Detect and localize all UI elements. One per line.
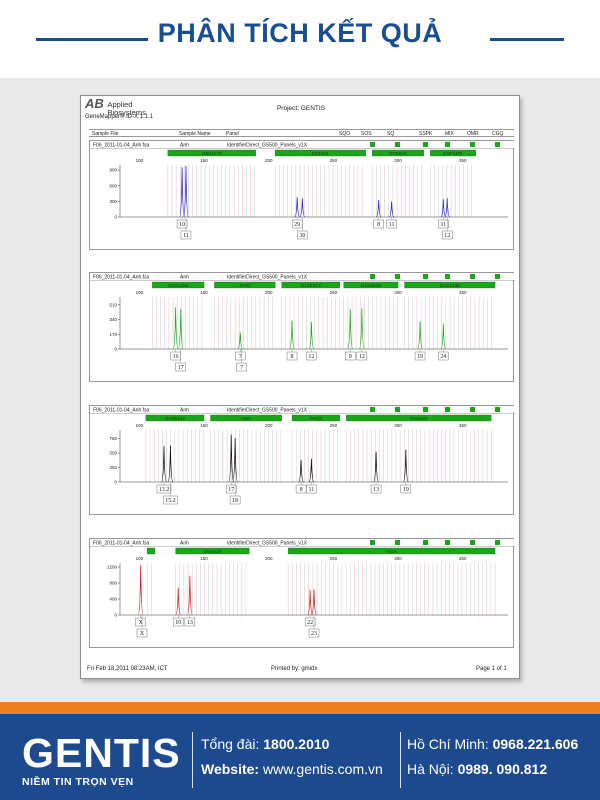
y-tick-label: 1200 — [106, 564, 117, 570]
allele-label: 29 — [294, 222, 301, 229]
allele-label: 13 — [186, 620, 193, 627]
bp-tick-label: 100 — [135, 158, 144, 163]
website-label: Website: — [201, 761, 260, 777]
allele-peak — [374, 452, 379, 482]
allele-label: X — [138, 620, 143, 627]
electropherogram-panel-2 — [89, 272, 514, 382]
marker-label: D19S433 — [164, 417, 185, 422]
quality-flag-1 — [395, 142, 400, 147]
genemapper-report — [80, 95, 520, 679]
marker-label: FGA — [386, 550, 397, 555]
quality-flag-4 — [470, 407, 475, 412]
slogan: NIỀM TIN TRỌN VẸN — [22, 776, 134, 788]
panel-sample-name: Anh — [180, 407, 189, 414]
allele-label: 17 — [177, 365, 184, 372]
hcm-phone[interactable]: 0968.221.606 — [492, 736, 579, 752]
panel-sample-file: F06_2011-01-04_Anh.fsa — [93, 142, 150, 149]
y-tick-label: 250 — [109, 465, 117, 471]
marker-bar-0 — [147, 548, 155, 554]
allele-peak — [168, 446, 173, 482]
col-sos: SOS — [361, 131, 372, 137]
marker-label: D3S1358 — [168, 284, 189, 289]
quality-flag-4 — [470, 274, 475, 279]
allele-peak — [233, 438, 238, 482]
allele-label: 10 — [175, 620, 182, 627]
allele-peak — [445, 198, 450, 217]
allele-label: 12 — [444, 233, 451, 240]
bp-tick-label: 150 — [200, 556, 208, 561]
allele-peak — [389, 201, 394, 217]
allele-peak — [312, 589, 317, 615]
project-title: Project: GENTIS — [276, 105, 326, 112]
quality-flag-3 — [445, 407, 450, 412]
bp-tick-label: 200 — [264, 556, 273, 561]
marker-label: TH01 — [238, 284, 251, 289]
allele-label: 16 — [172, 354, 179, 361]
hcm-label: Hồ Chí Minh: — [407, 736, 489, 752]
quality-flag-1 — [395, 540, 400, 545]
allele-label: 9 — [348, 354, 352, 361]
allele-label: X — [139, 631, 145, 638]
allele-label: 7 — [238, 354, 242, 361]
logo-line-2: Biosystems — [107, 107, 146, 117]
marker-label: D2S1338 — [439, 284, 460, 289]
panel-sample-file: F06_2011-01-04_Anh.fsa — [93, 540, 150, 547]
y-tick-label: 0 — [114, 612, 117, 618]
panel-name: IdentifierDirect_GS500_Panels_v1X — [227, 274, 308, 281]
y-tick-label: 0 — [114, 214, 117, 220]
quality-flag-5 — [495, 407, 500, 412]
col-cgq: CGQ — [492, 131, 504, 137]
allele-label: 15.2 — [165, 498, 176, 505]
website-link[interactable]: www.gentis.com.vn — [262, 761, 383, 777]
y-tick-label: 500 — [109, 450, 117, 456]
allele-peak — [309, 459, 314, 482]
website — [201, 761, 383, 777]
orange-stripe — [0, 702, 600, 714]
marker-label: CSF1PO — [443, 152, 463, 157]
marker-label: D13S317 — [300, 284, 321, 289]
allele-peak — [138, 565, 143, 615]
quality-flag-0 — [370, 540, 375, 545]
bp-tick-label: 300 — [394, 290, 402, 295]
panel-name: IdentifierDirect_GS500_Panels_v1X — [227, 540, 308, 547]
logo-line-1: Applied — [107, 100, 133, 109]
quality-flag-5 — [495, 142, 500, 147]
allele-label: 11 — [183, 233, 189, 240]
y-tick-label: 0 — [114, 479, 117, 485]
y-tick-label: 800 — [109, 580, 117, 586]
y-tick-label: 750 — [109, 436, 117, 442]
y-tick-label: 400 — [109, 596, 117, 602]
allele-label: 19 — [417, 354, 424, 361]
hn-contact — [407, 761, 547, 777]
allele-label: 23 — [311, 631, 317, 638]
marker-label: D16S539 — [360, 284, 381, 289]
product-name: GeneMapper® ID-X 1.1.1 — [85, 114, 154, 120]
allele-peak — [441, 199, 446, 217]
col-sample-file: Sample File — [92, 131, 119, 137]
hn-phone[interactable]: 0989. 090.812 — [457, 761, 548, 777]
bp-tick-label: 100 — [135, 556, 144, 561]
bp-tick-label: 300 — [394, 158, 402, 163]
bp-tick-label: 250 — [329, 158, 338, 163]
allele-label: 30 — [299, 233, 306, 240]
allele-label: 11 — [308, 487, 315, 494]
allele-peak — [418, 321, 423, 349]
bp-tick-label: 150 — [200, 158, 208, 163]
allele-label: 18 — [232, 498, 239, 505]
quality-flag-4 — [470, 142, 475, 147]
y-tick-label: 340 — [109, 317, 117, 323]
gentis-logo: GENTIS — [22, 730, 181, 776]
hn-label: Hà Nội: — [407, 761, 454, 777]
quality-flag-3 — [445, 274, 450, 279]
title-bar — [0, 0, 600, 78]
quality-flag-4 — [470, 540, 475, 545]
quality-flag-2 — [423, 142, 428, 147]
allele-label: 8 — [299, 487, 303, 494]
y-tick-label: 0 — [114, 346, 117, 352]
column-header — [89, 129, 514, 137]
allele-peak — [238, 333, 243, 349]
printed-by: Printed by: gmidx — [271, 666, 318, 672]
allele-label: 12 — [358, 354, 365, 361]
allele-peak — [299, 460, 304, 482]
allele-peak — [290, 320, 295, 349]
col-sspk: SSPK — [419, 131, 433, 137]
col-sq: SQ — [387, 131, 395, 137]
allele-label: 10 — [179, 222, 186, 229]
panel-sample-name: Anh — [180, 142, 189, 149]
quality-flag-5 — [495, 274, 500, 279]
col-omr: OMR — [467, 131, 479, 137]
allele-label: 13 — [373, 487, 380, 494]
bp-tick-label: 100 — [135, 423, 144, 428]
footer-band — [0, 714, 600, 800]
y-tick-label: 300 — [109, 198, 117, 204]
bp-tick-label: 250 — [329, 556, 338, 561]
allele-peak — [178, 309, 183, 349]
panel-name: IdentifierDirect_GS500_Panels_v1X — [227, 142, 308, 149]
bp-tick-label: 350 — [458, 290, 467, 295]
allele-peak — [295, 197, 300, 217]
bp-tick-label: 100 — [135, 290, 144, 295]
hotline — [201, 736, 329, 752]
panel-sample-name: Anh — [180, 540, 189, 547]
allele-label: 11 — [388, 222, 395, 229]
allele-label: 8 — [377, 222, 381, 229]
allele-label: 8 — [290, 354, 294, 361]
allele-label: 24 — [440, 354, 447, 361]
quality-flag-3 — [445, 142, 450, 147]
y-tick-label: 170 — [109, 331, 117, 337]
allele-label: 11 — [440, 222, 447, 229]
panel-name: IdentifierDirect_GS500_Panels_v1X — [227, 407, 308, 414]
electropherogram-panel-1 — [89, 140, 514, 250]
allele-label: 17 — [228, 487, 235, 494]
ab-logo-mark: AB — [85, 96, 104, 111]
bp-tick-label: 350 — [458, 158, 467, 163]
col-sqo: SQO — [339, 131, 351, 137]
hcm-contact — [407, 736, 578, 752]
marker-label: D8S1179 — [201, 152, 222, 157]
page-title: PHÂN TÍCH KẾT QUẢ — [148, 18, 453, 48]
bp-tick-label: 200 — [264, 158, 273, 163]
print-date: Fri Feb 18,2011 08:23AM, ICT — [87, 666, 168, 672]
bp-tick-label: 200 — [264, 423, 273, 428]
y-tick-label: 600 — [109, 183, 117, 189]
quality-flag-2 — [423, 274, 428, 279]
col-sample-name: Sample Name — [179, 131, 211, 137]
bp-tick-label: 150 — [200, 290, 208, 295]
quality-flag-0 — [370, 142, 375, 147]
y-tick-label: 510 — [109, 302, 117, 308]
report-area — [0, 78, 600, 702]
bp-tick-label: 150 — [200, 423, 208, 428]
bp-tick-label: 350 — [458, 556, 467, 561]
allele-peak — [308, 590, 313, 615]
hotline-label: Tổng đài: — [201, 736, 260, 752]
allele-label: 22 — [307, 620, 314, 627]
allele-peak — [309, 322, 314, 349]
quality-flag-1 — [395, 274, 400, 279]
marker-label: TPOX — [309, 417, 323, 422]
allele-label: 7 — [240, 365, 244, 372]
col-panel: Panel — [226, 131, 239, 137]
allele-label: 12 — [308, 354, 315, 361]
electropherogram-panel-4 — [89, 538, 514, 648]
panel-sample-file: F06_2011-01-04_Anh.fsa — [93, 407, 150, 414]
page-number: Page 1 of 1 — [476, 666, 507, 672]
panel-sample-file: F06_2011-01-04_Anh.fsa — [93, 274, 150, 281]
quality-flag-5 — [495, 540, 500, 545]
panel-sample-name: Anh — [180, 274, 189, 281]
marker-label: D7S820 — [389, 152, 407, 157]
bp-tick-label: 300 — [394, 556, 402, 561]
bp-tick-label: 350 — [458, 423, 467, 428]
allele-label: 19 — [402, 487, 409, 494]
hotline-number[interactable]: 1800.2010 — [263, 736, 330, 752]
quality-flag-0 — [370, 407, 375, 412]
quality-flag-1 — [395, 407, 400, 412]
divider-1 — [192, 732, 193, 788]
allele-label: 13.2 — [158, 487, 170, 494]
bp-tick-label: 200 — [264, 290, 273, 295]
y-tick-label: 900 — [109, 167, 117, 173]
col-mix: MIX — [445, 131, 454, 137]
bp-tick-label: 250 — [329, 423, 338, 428]
quality-flag-2 — [423, 540, 428, 545]
marker-label: vWA — [241, 417, 252, 422]
quality-flag-0 — [370, 274, 375, 279]
quality-flag-3 — [445, 540, 450, 545]
marker-label: D5S818 — [203, 550, 222, 555]
divider-2 — [400, 732, 401, 788]
bp-tick-label: 250 — [329, 290, 338, 295]
quality-flag-2 — [423, 407, 428, 412]
marker-label: D18S51 — [410, 417, 428, 422]
marker-label: D21S11 — [311, 152, 329, 157]
bp-tick-label: 300 — [394, 423, 402, 428]
electropherogram-panel-3 — [89, 405, 514, 515]
